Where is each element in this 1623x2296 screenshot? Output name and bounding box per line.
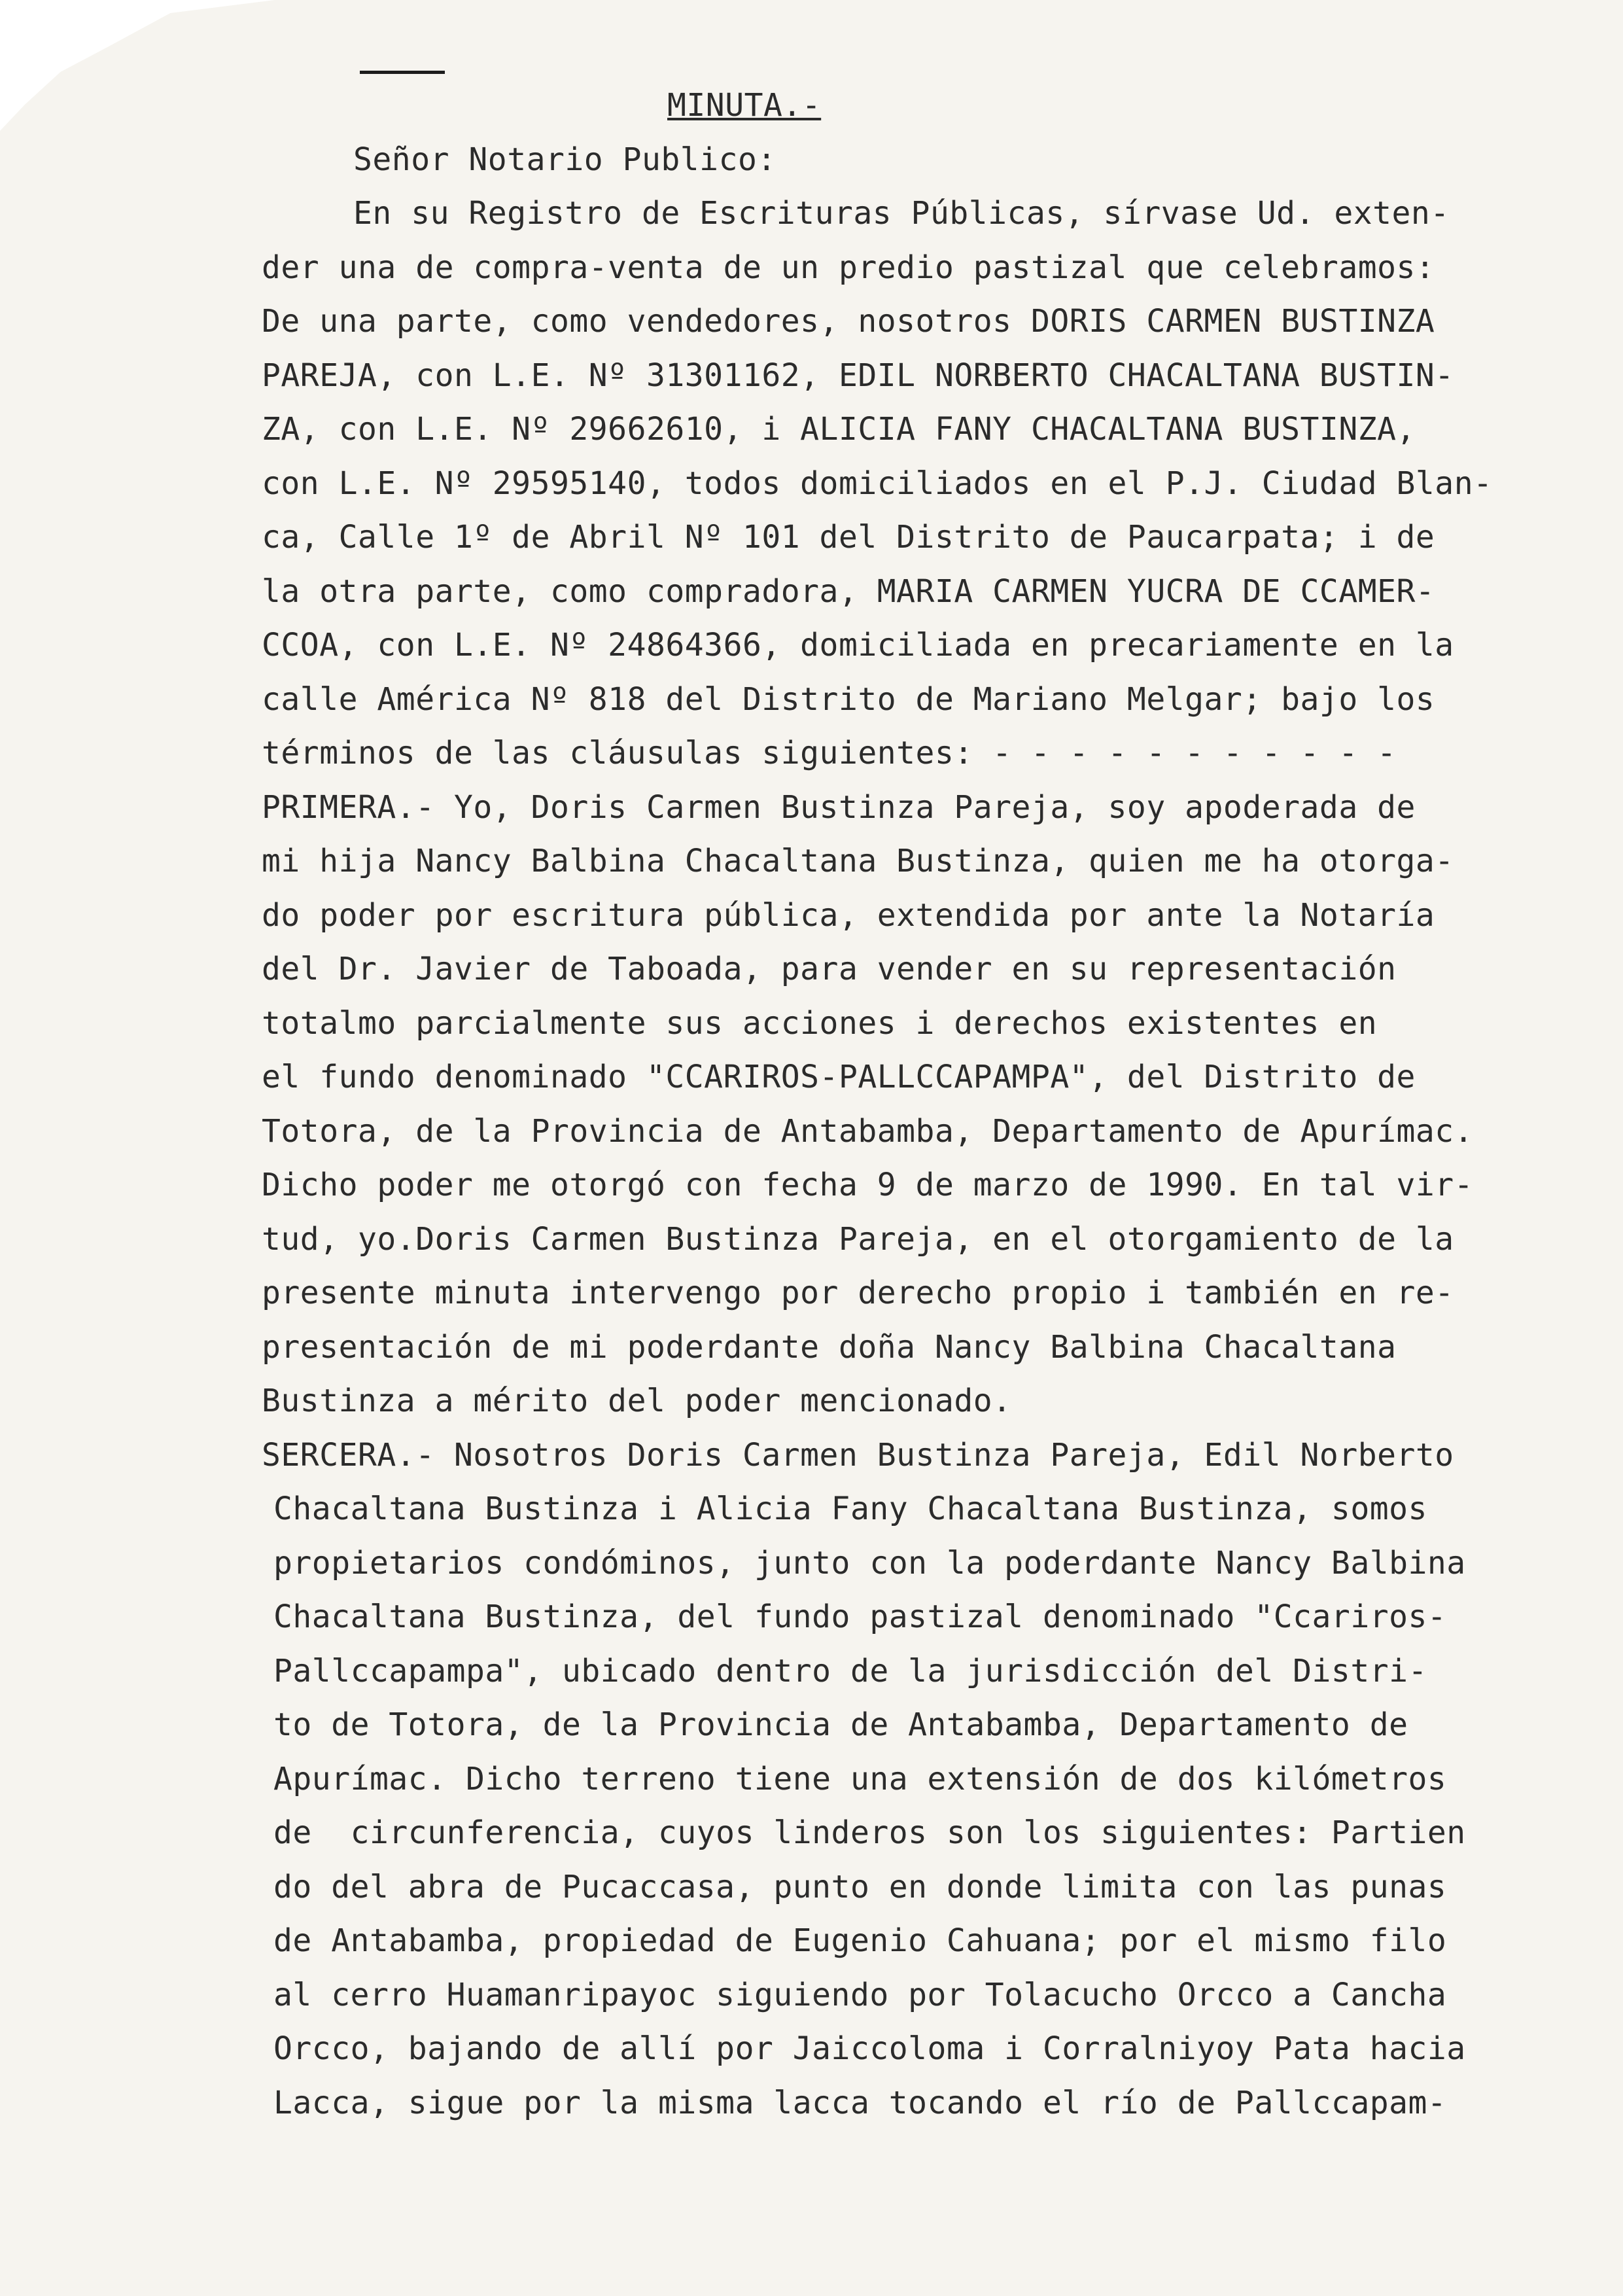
text-line: Chacaltana Bustinza, del fundo pastizal denominado "Ccariros- <box>273 1598 1447 1635</box>
text-line: Bustinza a mérito del poder mencionado. <box>262 1383 1012 1419</box>
text-line: totalmo parcialmente sus acciones i derechos existentes en <box>262 1004 1378 1042</box>
text-line: la otra parte, como compradora, MARIA CARMEN YUCRA DE CCAMER- <box>262 573 1435 610</box>
text-line: SERCERA.- Nosotros Doris Carmen Bustinza Pareja, Edil Norberto <box>262 1436 1454 1474</box>
text-line: Chacaltana Bustinza i Alicia Fany Chacaltana Bustinza, somos <box>273 1491 1427 1527</box>
text-line: el fundo denominado "CCARIROS-PALLCCAPAMPA", del Distrito de <box>262 1059 1416 1095</box>
text-line: con L.E. Nº 29595140, todos domiciliados en el P.J. Ciudad Blan- <box>262 465 1493 502</box>
text-line: Pallccapampa", ubicado dentro de la jurisdicción del Distri- <box>273 1652 1427 1689</box>
text-line: De una parte, como vendedores, nosotros DORIS CARMEN BUSTINZA <box>262 303 1435 340</box>
text-line: En su Registro de Escrituras Públicas, sírvase Ud. exten- <box>353 195 1450 232</box>
text-line: presente minuta intervengo por derecho propio i también en re- <box>262 1275 1454 1311</box>
text-line: tud, yo.Doris Carmen Bustinza Pareja, en el otorgamiento de la <box>262 1220 1454 1258</box>
text-line: presentación de mi poderdante doña Nancy Balbina Chacaltana <box>262 1328 1397 1366</box>
text-line: to de Totora, de la Provincia de Antabamba, Departamento de <box>273 1706 1408 1743</box>
salutation: Señor Notario Publico: <box>353 141 777 178</box>
text-line: propietarios condóminos, junto con la poderdante Nancy Balbina <box>273 1544 1466 1581</box>
pen-dash-mark <box>360 71 445 74</box>
text-line: ca, Calle 1º de Abril Nº 101 del Distrito de Paucarpata; i de <box>262 519 1435 556</box>
document-title: MINUTA.- <box>667 87 822 124</box>
text-line: Apurímac. Dicho terreno tiene una extensión de dos kilómetros <box>273 1760 1447 1797</box>
text-line: der una de compra-venta de un predio pastizal que celebramos: <box>262 249 1435 286</box>
text-line: do del abra de Pucaccasa, punto en donde limita con las punas <box>273 1868 1447 1905</box>
text-line: mi hija Nancy Balbina Chacaltana Bustinza, quien me ha otorga- <box>262 843 1454 879</box>
text-line: PRIMERA.- Yo, Doris Carmen Bustinza Pareja, soy apoderada de <box>262 788 1416 826</box>
torn-corner <box>0 0 275 131</box>
text-line: Orcco, bajando de allí por Jaiccoloma i Corralniyoy Pata hacia <box>273 2030 1466 2067</box>
document-body <box>262 79 1544 2130</box>
text-line: Lacca, sigue por la misma lacca tocando el río de Pallccapam- <box>273 2084 1447 2121</box>
text-line: PAREJA, con L.E. Nº 31301162, EDIL NORBERTO CHACALTANA BUSTIN- <box>262 357 1454 394</box>
text-line: calle América Nº 818 del Distrito de Mariano Melgar; bajo los <box>262 680 1435 718</box>
text-line: Totora, de la Provincia de Antabamba, Departamento de Apurímac. <box>262 1112 1474 1150</box>
text-line: de Antabamba, propiedad de Eugenio Cahuana; por el mismo filo <box>273 1922 1447 1959</box>
text-line: ZA, con L.E. Nº 29662610, i ALICIA FANY CHACALTANA BUSTINZA, <box>262 411 1416 448</box>
text-line: términos de las cláusulas siguientes: - - - - - - - - - - - <box>262 735 1397 771</box>
text-line: Dicho poder me otorgó con fecha 9 de marzo de 1990. En tal vir- <box>262 1167 1474 1203</box>
text-line: al cerro Huamanripayoc siguiendo por Tolacucho Orcco a Cancha <box>273 1976 1447 2013</box>
text-line: del Dr. Javier de Taboada, para vender en su representación <box>262 951 1397 987</box>
text-line: CCOA, con L.E. Nº 24864366, domiciliada en precariamente en la <box>262 627 1454 663</box>
text-line: de circunferencia, cuyos linderos son los siguientes: Partien <box>273 1814 1466 1851</box>
text-line: do poder por escritura pública, extendida por ante la Notaría <box>262 896 1435 934</box>
